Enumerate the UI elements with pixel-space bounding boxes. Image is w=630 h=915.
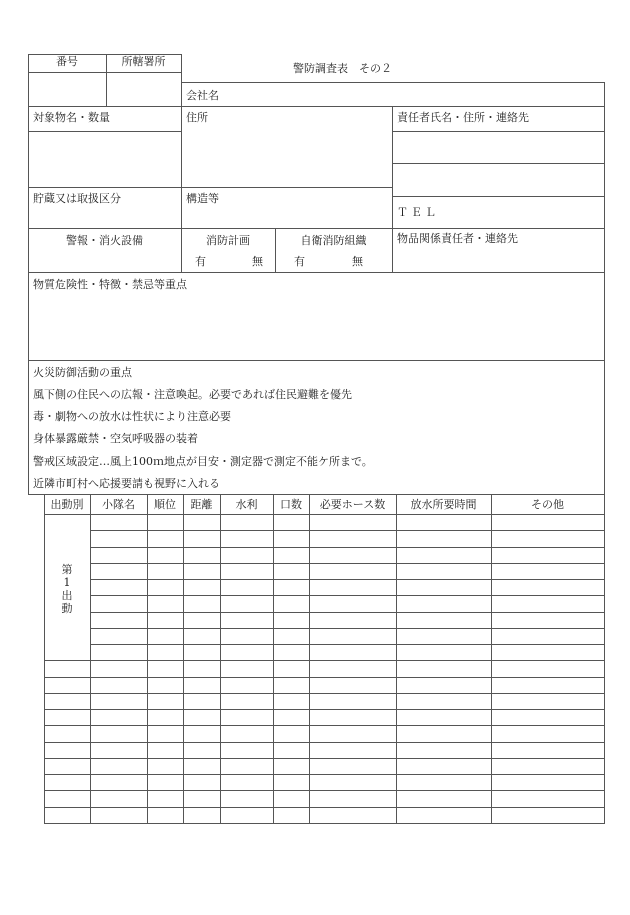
station-label: 所轄署所 bbox=[121, 55, 166, 68]
firefight-line: 近隣市町村へ応援要請も視野に入れる bbox=[33, 477, 220, 490]
col-header: 小隊名 bbox=[102, 498, 135, 511]
col-header: 出動別 bbox=[50, 498, 84, 511]
self-defense-label: 自衛消防組織 bbox=[300, 234, 367, 247]
firefight-line: 風下側の住民への広報・注意喚起。必要であれば住民避難を優先 bbox=[33, 388, 352, 401]
storage-label: 貯蔵又は取扱区分 bbox=[33, 192, 121, 205]
col-header: 口数 bbox=[280, 498, 302, 511]
responsible-label: 責任者氏名・住所・連絡先 bbox=[397, 111, 529, 124]
form-title: 警防調査表 その２ bbox=[293, 62, 392, 75]
firefight-line: 警戒区域設定…風上100ｍ地点が目安・測定器で測定不能ケ所まで。 bbox=[33, 455, 373, 468]
col-header: 放水所要時間 bbox=[410, 498, 477, 511]
company-name-label: 会社名 bbox=[186, 89, 219, 102]
hazard-label: 物質危険性・特徴・禁忌等重点 bbox=[33, 278, 187, 291]
fire-plan-label: 消防計画 bbox=[206, 234, 250, 247]
number-label: 番号 bbox=[56, 55, 78, 68]
structure-label: 構造等 bbox=[186, 192, 219, 205]
col-header: 距離 bbox=[190, 498, 213, 511]
alarm-equipment-label: 警報・消火設備 bbox=[66, 234, 143, 247]
col-header: その他 bbox=[531, 498, 564, 511]
self-defense-yes: 有 bbox=[294, 255, 305, 268]
fire-plan-yes: 有 bbox=[195, 255, 206, 268]
first-dispatch-label: 第 1 出 動 bbox=[61, 563, 73, 615]
firefight-line: 毒・劇物への放水は性状により注意必要 bbox=[33, 410, 231, 423]
col-header: 必要ホース数 bbox=[319, 498, 386, 511]
target-label: 対象物名・数量 bbox=[33, 111, 110, 124]
firefight-heading: 火災防御活動の重点 bbox=[33, 366, 132, 379]
firefight-line: 身体暴露厳禁・空気呼吸器の装着 bbox=[33, 432, 198, 445]
goods-manager-label: 物品関係責任者・連絡先 bbox=[397, 232, 518, 245]
self-defense-no: 無 bbox=[352, 255, 363, 268]
fire-plan-no: 無 bbox=[252, 255, 263, 268]
col-header: 順位 bbox=[154, 498, 176, 511]
address-label: 住所 bbox=[186, 111, 208, 124]
col-header: 水利 bbox=[235, 498, 258, 511]
tel-label: ＴＥＬ bbox=[397, 206, 439, 219]
